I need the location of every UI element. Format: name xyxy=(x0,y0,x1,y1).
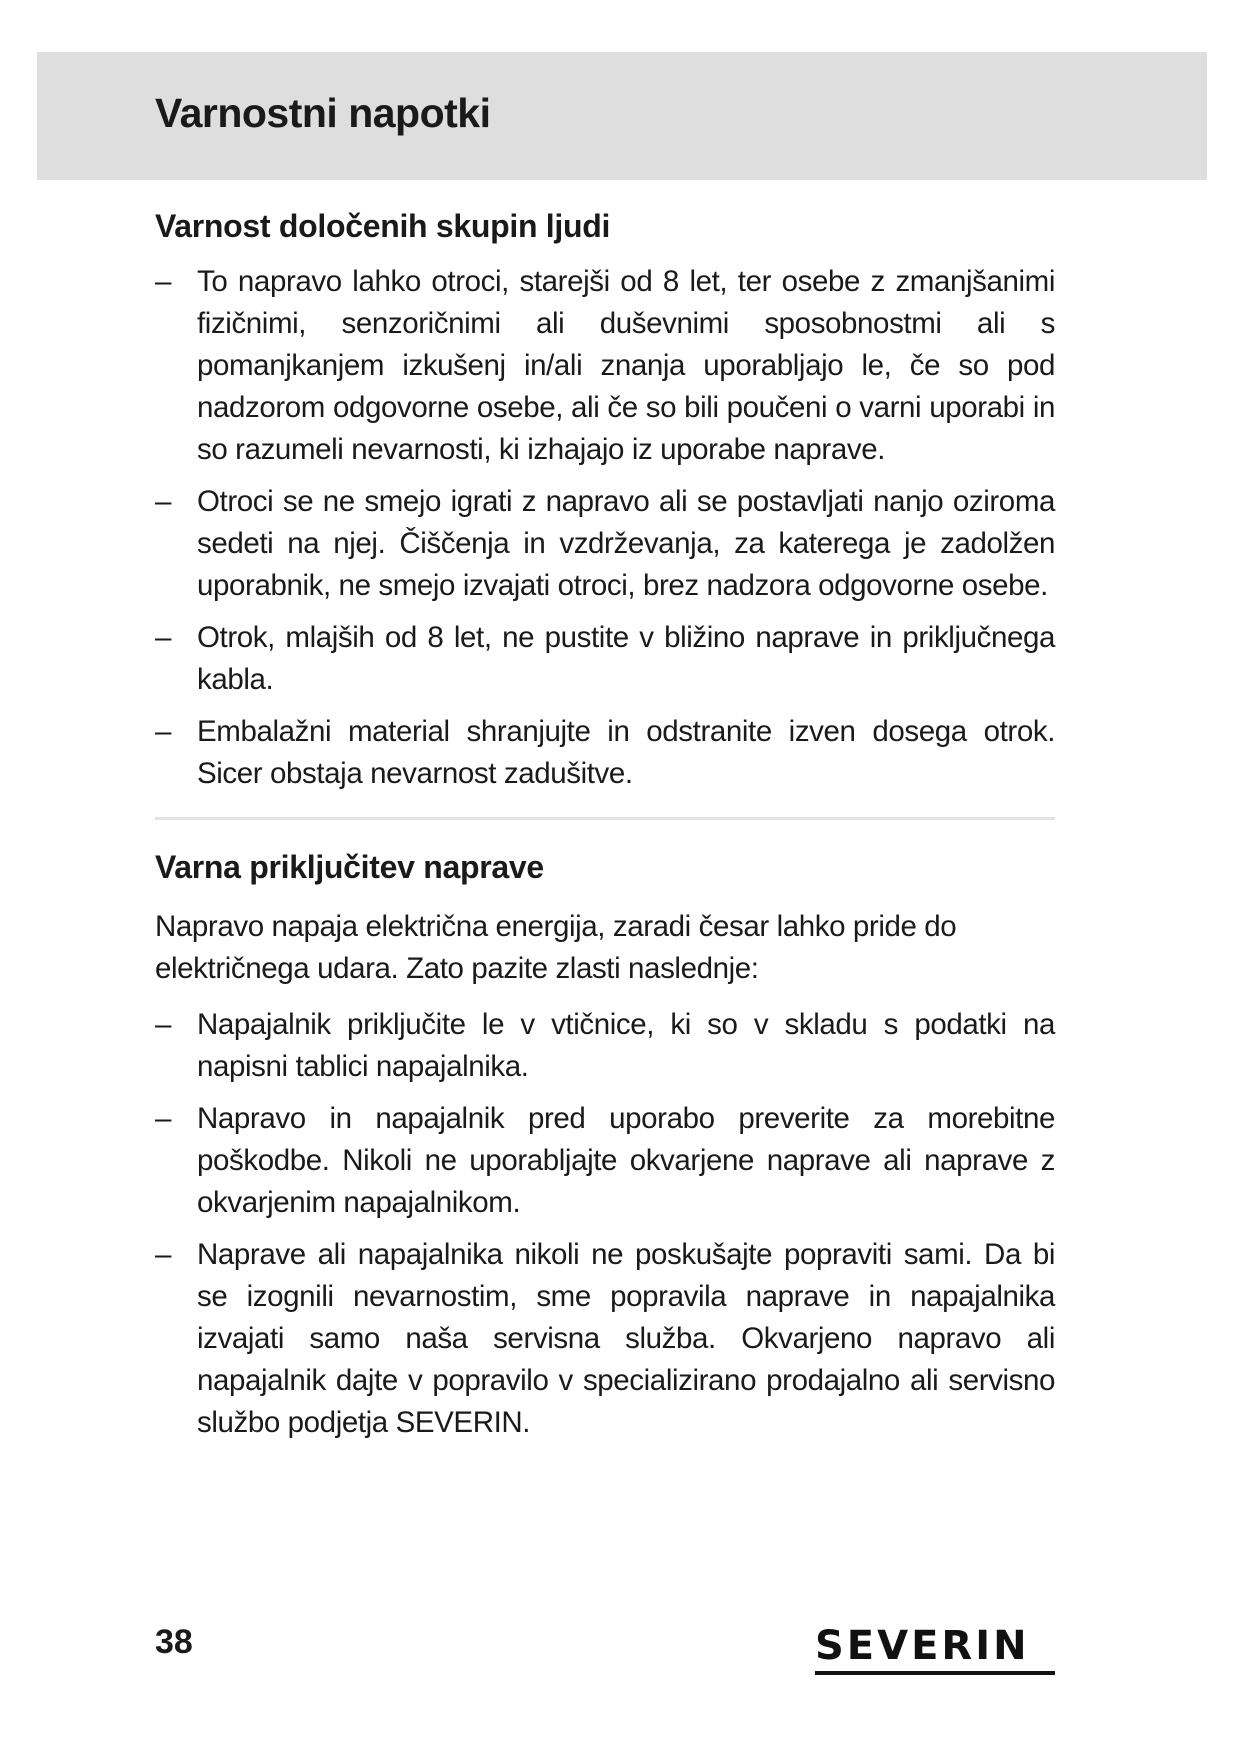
list-item-text: Embalažni material shranjujte in odstranite izven dosega otrok. Sicer obstaja nevarnost zadušitve. xyxy=(197,715,1055,790)
section-divider xyxy=(155,817,1055,820)
dash-bullet: – xyxy=(155,621,172,654)
logo-underline xyxy=(815,1671,1055,1675)
section-intro: Napravo napaja električna energija, zaradi česar lahko pride do električnega udara. Zato pazite zlasti naslednje: xyxy=(155,910,957,985)
section-heading-connection-safety: Varna priključitev naprave xyxy=(155,849,544,885)
severin-logo xyxy=(815,1623,1058,1683)
content xyxy=(155,205,1055,1454)
list-item xyxy=(155,1098,1055,1224)
list-item-text: Otrok, mlajših od 8 let, ne pustite v bližino naprave in priključnega kabla. xyxy=(197,621,1055,696)
list-item xyxy=(155,711,1055,795)
people-safety-list xyxy=(155,261,1055,795)
dash-bullet: – xyxy=(155,265,172,298)
list-item xyxy=(155,1234,1055,1444)
list-item-text: To napravo lahko otroci, starejši od 8 let, ter osebe z zmanjšanimi fizičnimi, senzoričnimi ali duševnimi sposobnostmi ali s pomanjkanjem izkušenj in/ali znanja uporabljajo le, če so pod nadzorom odgovorne osebe, ali če so bili poučeni o varni uporabi in so razumeli nevarnosti, ki izhajajo iz uporabe naprave. xyxy=(197,265,1055,466)
page-number: 38 xyxy=(155,1623,193,1661)
list-item-text: Napajalnik priključite le v vtičnice, ki so v skladu s podatki na napisni tablici napajalnika. xyxy=(197,1008,1055,1083)
dash-bullet: – xyxy=(155,1008,172,1041)
list-item xyxy=(155,617,1055,701)
list-item xyxy=(155,1004,1055,1088)
list-item-text: Napravo in napajalnik pred uporabo preverite za morebitne poškodbe. Nikoli ne uporabljajte okvarjene naprave ali naprave z okvarjenim napajalnikom. xyxy=(197,1102,1055,1219)
section-heading-people-safety: Varnost določenih skupin ljudi xyxy=(155,208,611,244)
connection-safety-list xyxy=(155,1004,1055,1444)
list-item xyxy=(155,261,1055,471)
dash-bullet: – xyxy=(155,485,172,518)
section-connection-safety xyxy=(155,846,1055,1444)
header-band xyxy=(37,52,1207,180)
list-item-text: Naprave ali napajalnika nikoli ne poskušajte popraviti sami. Da bi se izognili nevarnostim, sme popravila naprave in napajalnika izvajati samo naša servisna služba. Okvarjeno napravo ali napajalnik dajte v popravilo v specializirano prodajalno ali servisno službo podjetja SEVERIN. xyxy=(197,1238,1055,1439)
dash-bullet: – xyxy=(155,1238,172,1271)
brand-name: SEVERIN xyxy=(815,1623,1030,1669)
dash-bullet: – xyxy=(155,715,172,748)
list-item-text: Otroci se ne smejo igrati z napravo ali se postavljati nanjo oziroma sedeti na njej. Čiščenja in vzdrževanja, za katerega je zadolžen uporabnik, ne smejo izvajati otroci, brez nadzora odgovorne osebe. xyxy=(197,485,1055,602)
page-title: Varnostni napotki xyxy=(155,90,491,136)
list-item xyxy=(155,481,1055,607)
dash-bullet: – xyxy=(155,1102,172,1135)
